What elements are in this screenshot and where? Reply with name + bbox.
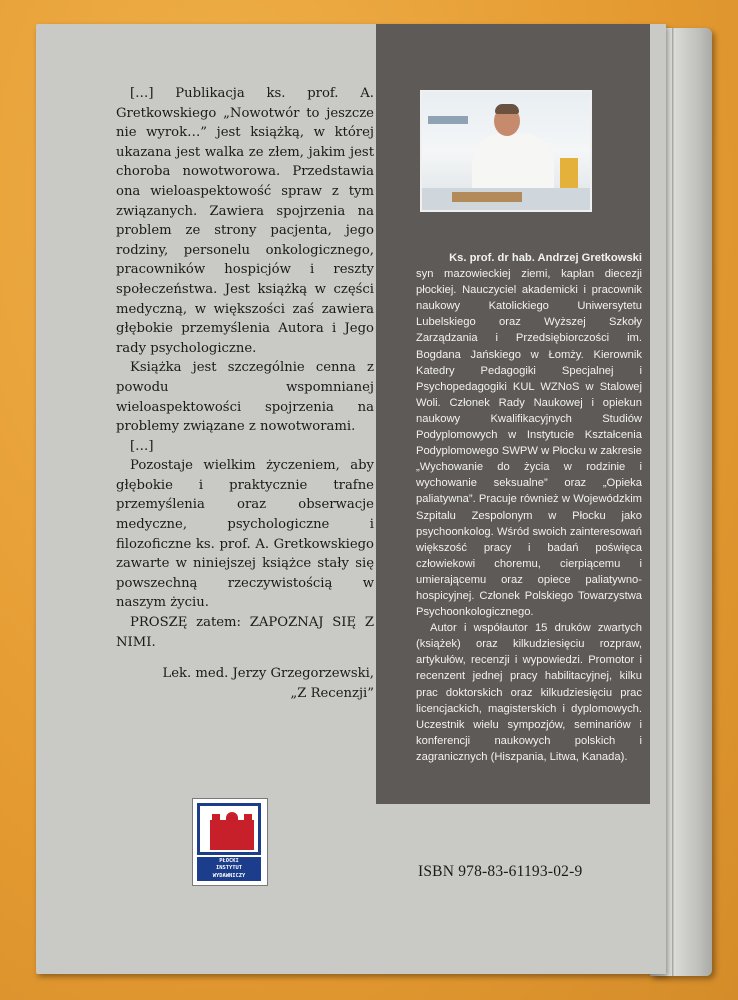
- logo-line-1: PŁOCKI: [219, 858, 239, 864]
- photo-wall-sign: [428, 116, 468, 124]
- author-bio-paragraph-1: syn mazowieckiej ziemi, kapłan diecezji płockiej. Nauczyciel akademicki i pracownik naukowy Katolickiego Uniwersytetu Lubelskiego oraz Wyższej Szkoły Zarządzania i Przedsiębiorczości im. Bogdana Jańskiego w Łomży. Kierownik Katedry Pedagogiki Specjalnej i Psychopedagogiki KUL WZNoS w Stalowej Woli. Członek Rady Naukowej i opiekun naukowy Kwalifikacyjnych Studiów Podyplomowych w Instytucie Kształcenia Podyplomowego SWPW w Płocku w zakresie „Wychowanie do życia w rodzinie i wychowanie seksualne” oraz „Opieka paliatywna”. Pracuje również w Wojewódzkim Szpitalu Zespolonym w Płocku jako psychoonkolog. Wśród swoich zainteresowań większość pracy i badań poświęca człowiekowi choremu, cierpiącemu i umierającemu oraz opiece paliatywno-hospicyjnej. Członek Polskiego Towarzystwa Psychoonkologicznego.: [416, 268, 642, 619]
- author-bio: [416, 250, 642, 765]
- logo-line-3: WYDAWNICZY: [212, 872, 246, 879]
- review-paragraph-2: Książka jest szczególnie cenna z powodu wspomnianej wieloaspektowości spojrzenia na problemy związane z nowotworami.: [116, 360, 374, 435]
- review-text: [116, 84, 374, 703]
- isbn-number: ISBN 978-83-61193-02-9: [418, 863, 583, 880]
- photo-papers: [452, 192, 522, 202]
- cover-board: [36, 24, 666, 974]
- author-photo: [420, 90, 592, 212]
- publisher-logo: [192, 798, 268, 886]
- logo-line-2: INSTYTUT: [216, 865, 242, 872]
- logo-frame: [197, 803, 261, 855]
- review-signature-source: „Z Recenzji”: [290, 685, 374, 701]
- review-paragraph-3: […]: [130, 438, 154, 454]
- book-back-cover: [36, 24, 712, 982]
- author-panel: [376, 24, 650, 804]
- spine-groove: [672, 28, 675, 976]
- photo-hair: [495, 104, 519, 114]
- author-bio-paragraph-2: Autor i współautor 15 druków zwartych (książek) oraz kilkudziesięciu rozpraw, artykułów, recenzji i wypowiedzi. Promotor i recenzent jednej pracy habilitacyjnej, kilku prac doktorskich oraz kilkudziesięciu prac licencjackich, magisterskich i dyplomowych. Uczestnik wielu sympozjów, seminariów i konferencji naukowych polskich i zagranicznych (Hiszpania, Litwa, Kanada).: [416, 622, 642, 763]
- review-paragraph-4: Pozostaje wielkim życzeniem, aby głębokie i praktycznie trafne przemyślenia oraz obserwacje medyczne, psychologiczne i filozoficzne ks. prof. A. Gretkowskiego zawarte w niniejszej książce stały się powszechną rzeczywistością w naszym życiu.: [116, 458, 374, 611]
- photo-lamp: [560, 158, 578, 188]
- review-paragraph-1: […] Publikacja ks. prof. A. Gretkowskiego „Nowotwór to jeszcze nie wyrok…” jest książką, w której ukazana jest walka ze złem, jakim jest choroba nowotworowa. Przedstawia ona wieloaspektowość spraw z tym związanych. Zawiera spojrzenia na problem ze strony pacjenta, jego rodziny, personelu onkologicznego, pracowników hospicjów i reszty społeczeństwa. Jest książką w części medyczną, w większości zaś zawiera głębokie przemyślenia Autora i Jego rady psychologiczne.: [116, 86, 374, 356]
- author-name: Ks. prof. dr hab. Andrzej Gretkowski: [449, 252, 642, 264]
- review-paragraph-5: PROSZĘ zatem: ZAPOZNAJ SIĘ Z NIMI.: [116, 615, 374, 650]
- logo-cathedral-icon: [210, 820, 254, 850]
- review-signature-name: Lek. med. Jerzy Grzegorzewski,: [162, 666, 374, 682]
- logo-label: [197, 857, 261, 881]
